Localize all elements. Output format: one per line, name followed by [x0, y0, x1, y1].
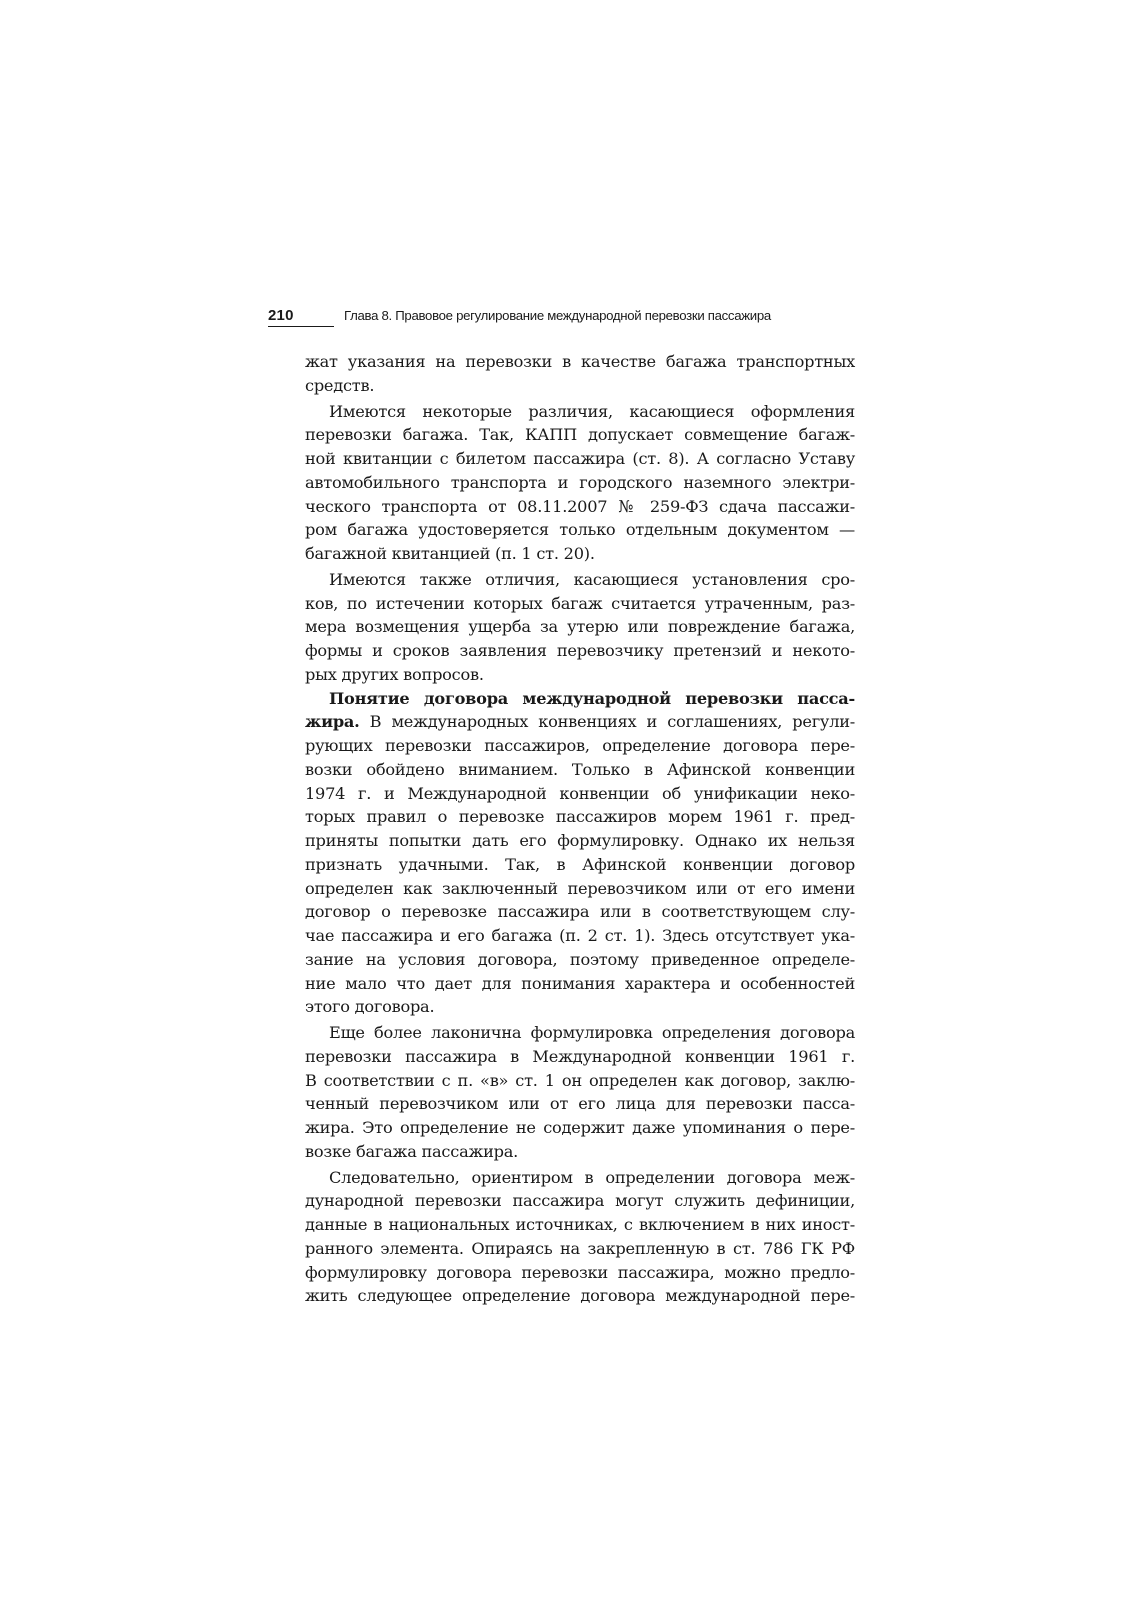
text-line: возки обойдено вниманием. Только в Афинской конвенции [305, 759, 855, 779]
paragraph [305, 1021, 855, 1164]
page-number: 210 [268, 307, 334, 327]
text-line: ранного элемента. Опираясь на закрепленную в ст. 786 ГК РФ [305, 1238, 855, 1258]
text-line: Еще более лаконична формулировка определения договора [329, 1023, 855, 1042]
text-line: зание на условия договора, поэтому приведенное определе- [305, 949, 855, 969]
text-line: чае пассажира и его багажа (п. 2 ст. 1). Здесь отсутствует ука- [305, 926, 855, 945]
text-line: жат указания на перевозки в качестве багажа транспортных [305, 352, 855, 371]
paragraph [305, 350, 855, 398]
text-line: жира. Это определение не содержит даже упоминания о пере- [305, 1118, 855, 1137]
text-line: ной квитанции с билетом пассажира (ст. 8). А согласно Уставу [305, 449, 855, 468]
running-head: Глава 8. Правовое регулирование международной перевозки пассажира [344, 308, 771, 323]
text-line: формы и сроков заявления перевозчику претензий и некото- [305, 641, 855, 660]
text-line: перевозки пассажира в Международной конвенции 1961 г. [305, 1046, 855, 1066]
section-heading-end: жира. [305, 712, 360, 732]
text-line: Имеются также отличия, касающиеся установления сро- [329, 569, 855, 589]
text-line: договор о перевозке пассажира или в соответствующем слу- [305, 902, 855, 922]
paragraph [305, 687, 855, 1020]
text-line [305, 710, 855, 734]
text-line: ков, по истечении которых багаж считается утраченным, раз- [305, 593, 855, 613]
text-line: жить следующее определение договора международной пере- [305, 1286, 855, 1306]
paragraph [305, 568, 855, 687]
text-line: дународной перевозки пассажира могут служить дефиниции, [305, 1191, 855, 1211]
page-header [268, 303, 852, 327]
text-line: автомобильного транспорта и городского наземного электри- [305, 472, 855, 492]
text-line: возке багажа пассажира. [305, 1141, 519, 1161]
text-line: ние мало что дает для понимания характера и особенностей [305, 973, 855, 993]
text-line: этого договора. [305, 997, 435, 1017]
text-line: признать удачными. Так, в Афинской конвенции договор [305, 854, 855, 874]
paragraph [305, 400, 855, 566]
body-text [305, 350, 855, 1308]
text-line: определен как заключенный перевозчиком или от его имени [305, 878, 855, 898]
text-line: рых других вопросов. [305, 664, 484, 684]
text-line: ческого транспорта от 08.11.2007 № 259-ФЗ сдача пассажи- [305, 496, 855, 516]
text-line: торых правил о перевозке пассажиров морем 1961 г. пред- [305, 807, 855, 827]
text-line: формулировку договора перевозки пассажира, можно предло- [305, 1262, 855, 1282]
text-line: Имеются некоторые различия, касающиеся оформления [329, 401, 855, 421]
section-heading: Понятие договора международной перевозки пасса- [329, 688, 855, 708]
paragraph [305, 1166, 855, 1309]
text-line: ченный перевозчиком или от его лица для перевозки пасса- [305, 1094, 855, 1114]
text-line: Следовательно, ориентиром в определении договора меж- [329, 1167, 855, 1187]
text-line: рующих перевозки пассажиров, определение договора пере- [305, 736, 855, 755]
text-line: мера возмещения ущерба за утерю или повреждение багажа, [305, 617, 855, 637]
text-line: ром багажа удостоверяется только отдельным документом — [305, 520, 855, 540]
text-line: средств. [305, 375, 375, 395]
text-run: В международных конвенциях и соглашениях, регули- [359, 712, 855, 732]
text-line: В соответствии с п. «в» ст. 1 он определен как договор, заклю- [305, 1070, 855, 1090]
text-line: перевозки багажа. Так, КАПП допускает совмещение багаж- [305, 425, 855, 445]
text-line: 1974 г. и Международной конвенции об унификации неко- [305, 783, 855, 803]
text-line: багажной квитанцией (п. 1 ст. 20). [305, 544, 595, 563]
text-line: приняты попытки дать его формулировку. Однако их нельзя [305, 831, 855, 850]
text-line: данные в национальных источниках, с включением в них иност- [305, 1215, 855, 1234]
